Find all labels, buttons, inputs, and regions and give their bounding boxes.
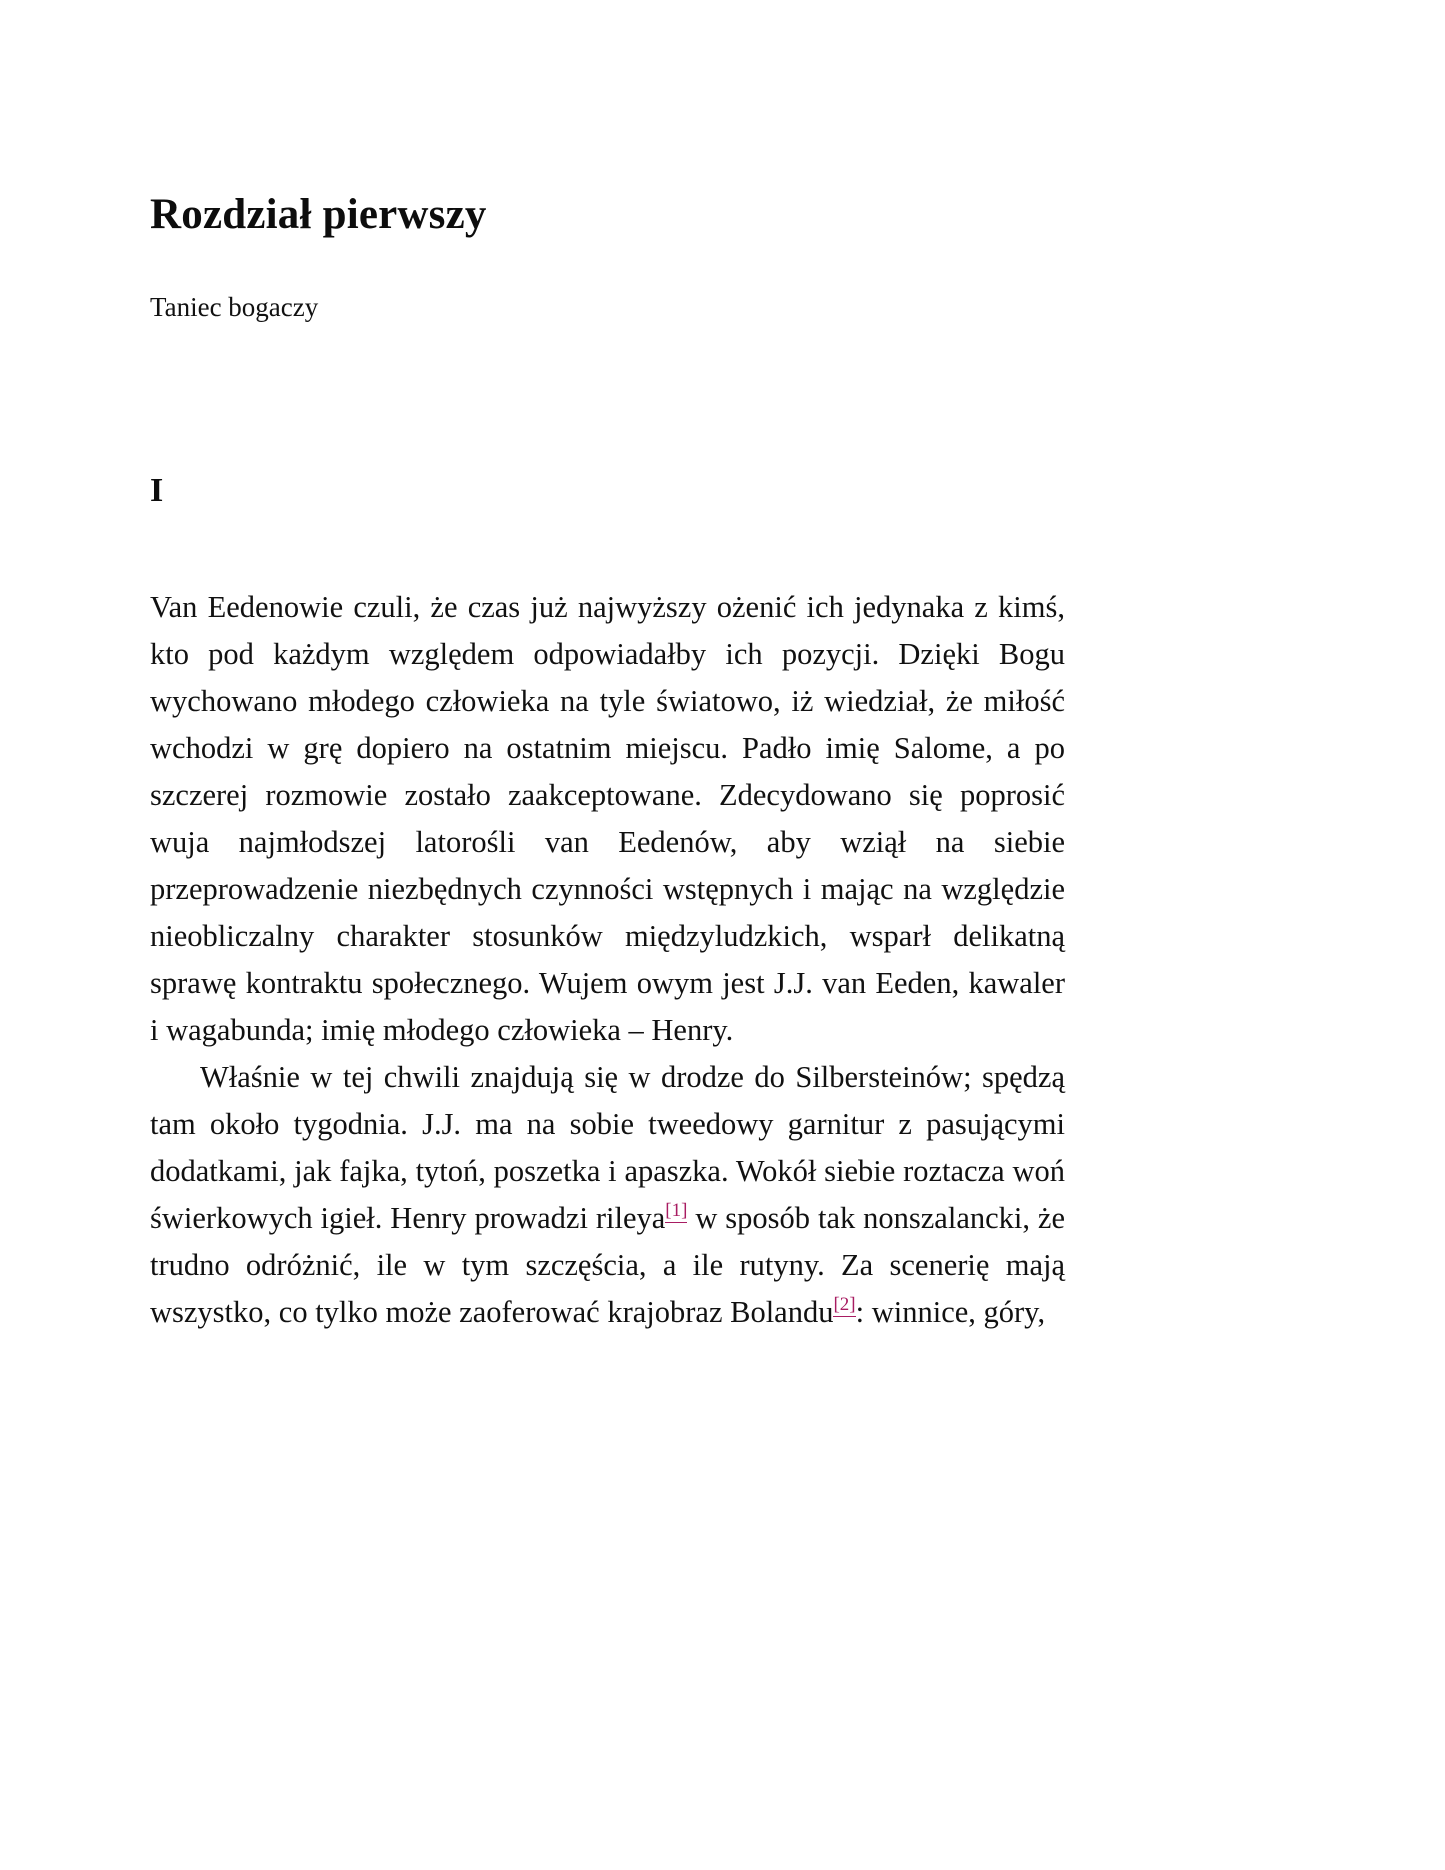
section-numeral: I [150, 471, 164, 509]
footnote-reference-link[interactable]: [1] [665, 1200, 688, 1222]
footnote-reference-link[interactable]: [2] [833, 1294, 856, 1316]
body-paragraph: Van Eedenowie czuli, że czas już najwyższy ożenić ich jedynaka z kimś, kto pod każdym względem odpowiadałby ich pozycji. Dzięki Bogu wychowano młodego człowieka na tyle światowo, iż wiedział, że miłość wchodzi w grę dopiero na ostatnim miejscu. Padło imię Salome, a po szczerej rozmowie zostało zaakceptowane. Zdecydowano się poprosić wuja najmłodszej latorośli van Eedenów, aby wziął na siebie przeprowadzenie niezbędnych czynności wstępnych i mając na względzie nieobliczalny charakter stosunków międzyludzkich, wsparł delikatną sprawę kontraktu społecznego. Wujem owym jest J.J. van Eeden, kawaler i wagabunda; imię młodego człowieka – Henry. [150, 589, 1065, 1047]
chapter-title: Rozdział pierwszy [150, 191, 487, 238]
body-paragraph: Właśnie w tej chwili znajdują się w drodze do Silbersteinów; spędzą tam około tygodnia. J.J. ma na sobie tweedowy garnitur z pasującymi dodatkami, jak fajka, tytoń, poszetka i apaszka. Wokół siebie roztacza woń świerkowych igieł. Henry prowadzi rileya[1] w sposób tak nonszalancki, że trudno odróżnić, ile w tym szczęścia, a ile rutyny. Za scenerię mają wszystko, co tylko może zaoferować krajobraz Bolandu[2]: winnice, góry, [150, 1059, 1065, 1329]
chapter-subtitle: Taniec bogaczy [150, 292, 319, 323]
page-content [150, 0, 1065, 1336]
